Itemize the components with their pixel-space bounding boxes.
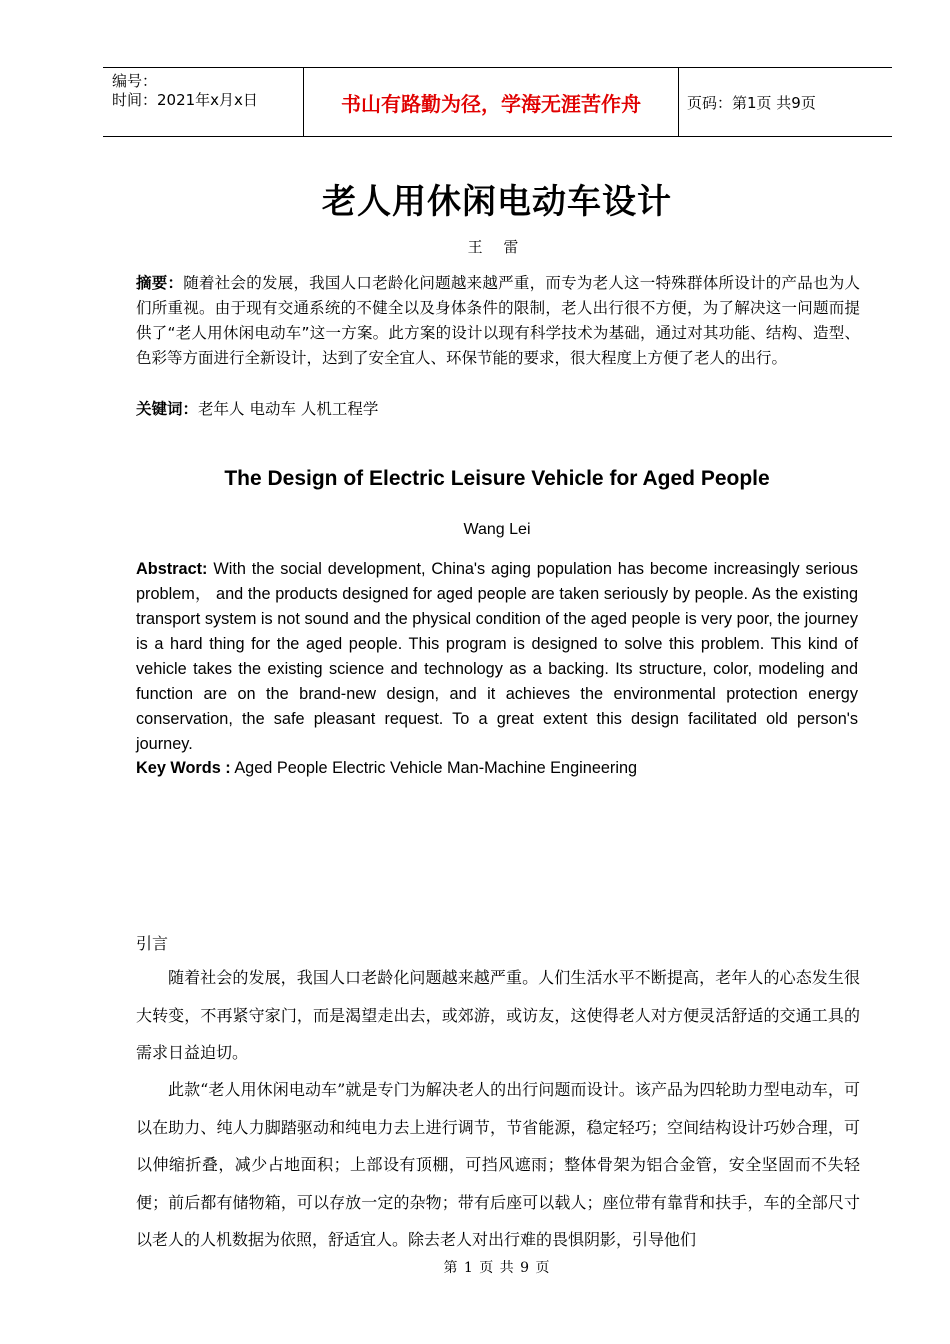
header-number-label: 编号： bbox=[112, 72, 158, 90]
header-date-label: 时间：2021年x月x日 bbox=[112, 91, 258, 109]
en-keywords-label: Key Words : bbox=[136, 759, 231, 777]
header-page-label: 页码：第1页 共9页 bbox=[687, 93, 816, 112]
document-header bbox=[103, 67, 892, 137]
english-abstract bbox=[136, 557, 858, 757]
intro-paragraph-1: 随着社会的发展，我国人口老龄化问题越来越严重。人们生活水平不断提高，老年人的心态发生很大转变，不再紧守家门，而是渴望走出去，或郊游，或访友，这使得老人对方便灵活舒适的交通工具的需求日益迫切。 bbox=[136, 968, 860, 1062]
header-motto: 书山有路勤为径，学海无涯苦作舟 bbox=[341, 91, 641, 116]
keywords-label: 关键词： bbox=[136, 400, 199, 418]
intro-paragraph-2: 此款“老人用休闲电动车”就是专门为解决老人的出行问题而设计。该产品为四轮助力型电动车，可以在助力、纯人力脚踏驱动和纯电力去上进行调节，节省能源，稳定轻巧；空间结构设计巧妙合理，可以伸缩折叠，减少占地面积；上部设有顶棚，可挡风遮雨；整体骨架为铝合金管，安全坚固而不失轻便；前后都有储物箱，可以存放一定的杂物；带有后座可以载人；座位带有靠背和扶手，车的全部尺寸以老人的人机数据为依照，舒适宜人。除去老人对出行难的畏惧阴影，引导他们 bbox=[136, 1080, 860, 1249]
en-abstract-text: With the social development, China's aging population has become increasingly serious problem， and the products designed for aged people are taken seriously by people. As the existing transport system is not sound and the physical condition of the aged people is very poor, the journey is a hard thing for the aged people. This program is designed to solve this problem. This kind of vehicle takes the existing science and technology as a backing. Its structure, color, modeling and function are on the brand-new design, and it achieves the environmental protection energy conservation, the safe pleasant request. To a great extent this design facilitated old person's journey. bbox=[136, 560, 858, 753]
paper-title: 老人用休闲电动车设计 bbox=[322, 182, 672, 222]
abstract-label: 摘要： bbox=[136, 274, 184, 292]
paper-author: 王 雷 bbox=[467, 238, 527, 256]
english-author: Wang Lei bbox=[463, 521, 531, 538]
chinese-keywords bbox=[136, 397, 860, 422]
keywords-text: 老年人 电动车 人机工程学 bbox=[198, 400, 379, 418]
header-divider bbox=[678, 68, 679, 136]
en-abstract-label: Abstract: bbox=[136, 560, 208, 578]
abstract-text: 随着社会的发展，我国人口老龄化问题越来越严重，而专为老人这一特殊群体所设计的产品也为人们所重视。由于现有交通系统的不健全以及身体条件的限制，老人出行很不方便，为了解决这一问题而提供了“老人用休闲电动车”这一方案。此方案的设计以现有科学技术为基础，通过对其功能、结构、造型、色彩等方面进行全新设计，达到了安全宜人、环保节能的要求，很大程度上方便了老人的出行。 bbox=[136, 274, 860, 367]
intro-heading: 引言 bbox=[136, 934, 169, 953]
english-title: The Design of Electric Leisure Vehicle for Aged People bbox=[224, 467, 770, 490]
header-meta bbox=[112, 72, 304, 110]
en-keywords-text: Aged People Electric Vehicle Man-Machine Engineering bbox=[230, 759, 638, 777]
english-keywords bbox=[136, 756, 858, 781]
page-footer: 第 1 页 共 9 页 bbox=[443, 1260, 551, 1276]
chinese-abstract bbox=[136, 271, 860, 371]
